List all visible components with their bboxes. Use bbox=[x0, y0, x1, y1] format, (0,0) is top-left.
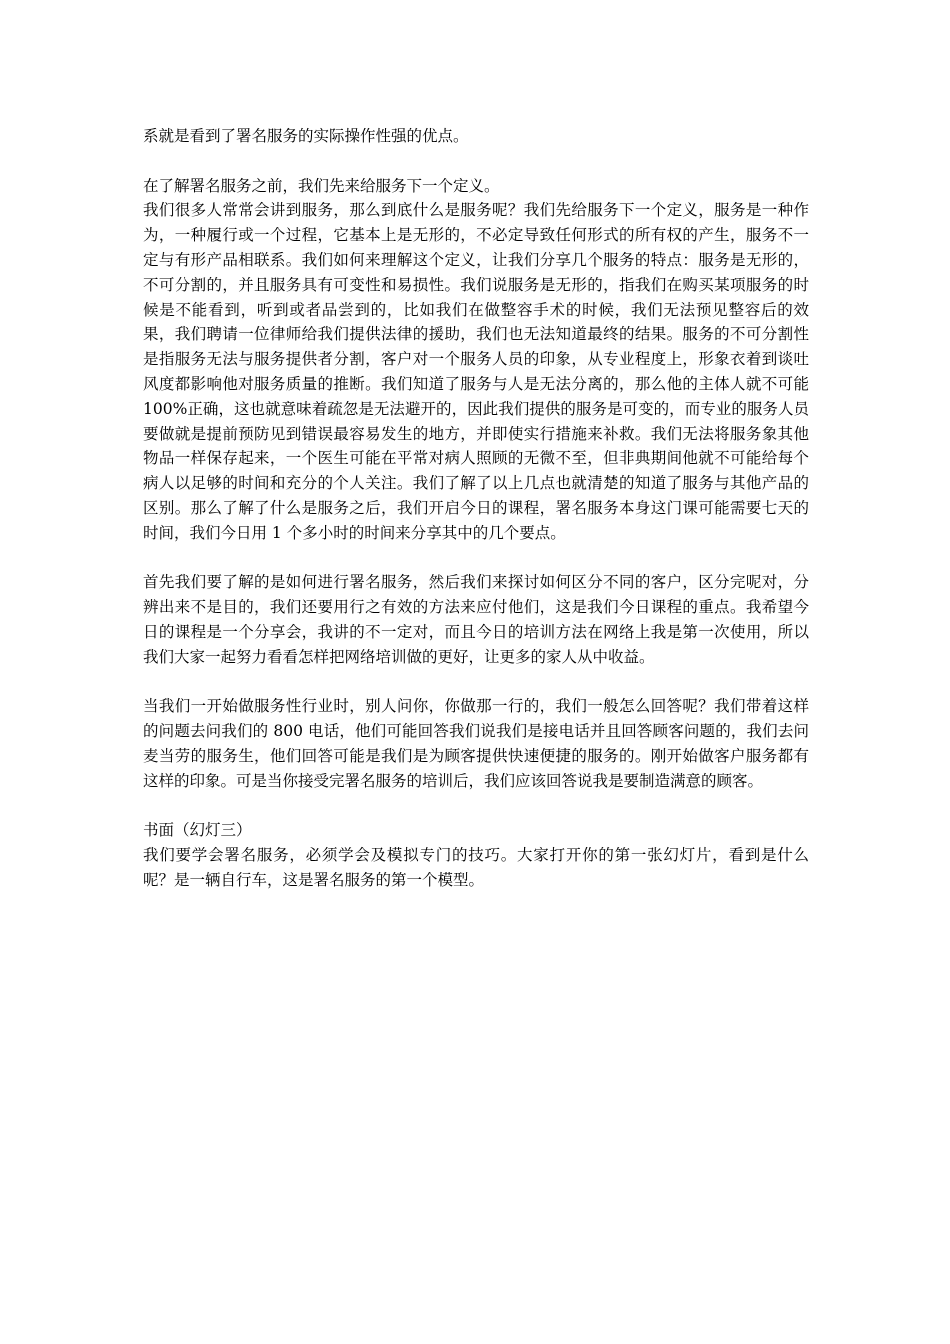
paragraph-spacer bbox=[143, 670, 809, 695]
paragraph-spacer bbox=[143, 546, 809, 571]
paragraph-slide-heading: 书面（幻灯三） bbox=[143, 821, 252, 840]
paragraph-service-definition: 我们很多人常常会讲到服务，那么到底什么是服务呢？我们先给服务下一个定义，服务是一种作为，一种履行或一个过程，它基本上是无形的，不必定导致任何形式的所有权的产生，服务不一定与有形产品相联系。我们如何来理解这个定义，让我们分享几个服务的特点：服务是无形的，不可分割的，并且服务具有可变性和易损性。我们说服务是无形的，指我们在购买某项服务的时候是不能看到，听到或者品尝到的，比如我们在做整容手术的时候，我们无法预见整容后的效果，我们聘请一位律师给我们提供法律的援助，我们也无法知道最终的结果。服务的不可分割性是指服务无法与服务提供者分割，客户对一个服务人员的印象，从专业程度上，形象衣着到谈吐风度都影响他对服务质量的推断。我们知道了服务与人是无法分离的，那么他的主体人就不可能 100%正确，这也就意味着疏忽是无法避开的，因此我们提供的服务是可变的，而专业的服务人员要做就是提前预防见到错误最容易发生的地方，并即使实行措施来补救。我们无法将服务象其他物品一样保存起来，一个医生可能在平常对病人照顾的无微不至，但非典期间他就不可能给每个病人以足够的时间和充分的个人关注。我们了解了以上几点也就清楚的知道了服务与其他产品的区别。那么了解了什么是服务之后，我们开启今日的课程，署名服务本身这门课可能需要七天的时间，我们今日用 1 个多小时的时间来分享其中的几个要点。 bbox=[143, 201, 809, 542]
paragraph-spacer bbox=[143, 794, 809, 819]
paragraph-service-industry: 当我们一开始做服务性行业时，别人问你，你做那一行的，我们一般怎么回答呢？我们带着这样的问题去问我们的 800 电话，他们可能回答我们说我们是接电话并且回答顾客问题的，我们去问麦当劳的服务生，他们回答可能是我们是为顾客提供快速便捷的服务的。刚开始做客户服务都有这样的印象。可是当你接受完署名服务的培训后，我们应该回答说我是要制造满意的顾客。 bbox=[143, 697, 809, 790]
paragraph-first-model: 我们要学会署名服务，必须学会及模拟专门的技巧。大家打开你的第一张幻灯片，看到是什么呢？是一辆自行车，这是署名服务的第一个模型。 bbox=[143, 846, 809, 889]
paragraph-intro-definition: 在了解署名服务之前，我们先来给服务下一个定义。 bbox=[143, 176, 500, 195]
paragraph-continuation: 系就是看到了署名服务的实际操作性强的优点。 bbox=[143, 127, 469, 145]
document-body bbox=[143, 124, 809, 893]
paragraph-spacer bbox=[143, 149, 809, 174]
paragraph-course-overview: 首先我们要了解的是如何进行署名服务，然后我们来探讨如何区分不同的客户，区分完呢对，分辨出来不是目的，我们还要用行之有效的方法来应付他们，这是我们今日课程的重点。我希望今日的课程是一个分享会，我讲的不一定对，而且今日的培训方法在网络上我是第一次使用，所以我们大家一起努力看看怎样把网络培训做的更好，让更多的家人从中收益。 bbox=[143, 573, 809, 666]
